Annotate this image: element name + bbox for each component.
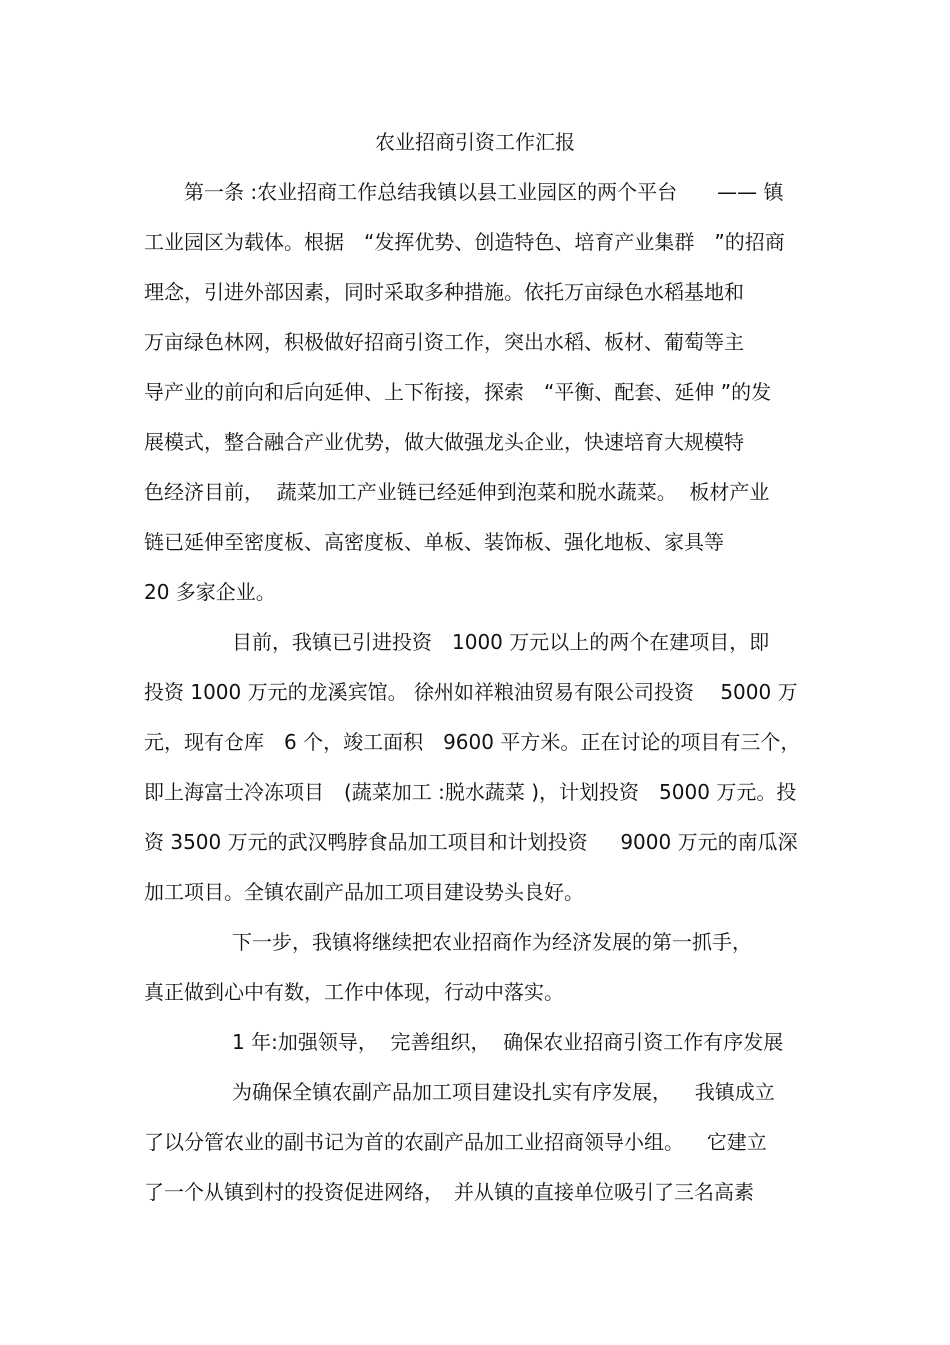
text-line: 了以分管农业的副书记为首的农副产品加工业招商领导小组。 它建立 (144, 1130, 767, 1154)
text-line: 20 多家企业。 (144, 580, 276, 604)
text-line: 资 3500 万元的武汉鸭脖食品加工项目和计划投资 9000 万元的南瓜深 (144, 830, 798, 854)
text-line: 第一条 :农业招商工作总结我镇以县工业园区的两个平台 —— 镇 (144, 180, 784, 204)
text-line: 工业园区为载体。根据 “发挥优势、创造特色、培育产业集群 ”的招商 (144, 230, 785, 254)
text-line: 加工项目。全镇农副产品加工项目建设势头良好。 (144, 880, 584, 904)
text-line: 元，现有仓库 6 个，竣工面积 9600 平方米。正在讨论的项目有三个， (144, 730, 801, 754)
text-line: 色经济目前， 蔬菜加工产业链已经延伸到泡菜和脱水蔬菜。 板材产业 (144, 480, 770, 504)
text-line: 万亩绿色林网，积极做好招商引资工作，突出水稻、板材、葡萄等主 (144, 330, 744, 354)
text-line: 链已延伸至密度板、高密度板、单板、装饰板、强化地板、家具等 (144, 530, 724, 554)
text-line: 理念，引进外部因素，同时采取多种措施。依托万亩绿色水稻基地和 (144, 280, 744, 304)
text-line: 目前，我镇已引进投资 1000 万元以上的两个在建项目，即 (232, 630, 770, 654)
document-title: 农业招商引资工作汇报 (375, 130, 575, 154)
section-heading: 1 年:加强领导， 完善组织， 确保农业招商引资工作有序发展 (232, 1030, 784, 1054)
text-line: 即上海富士冷冻项目 (蔬菜加工 :脱水蔬菜 )，计划投资 5000 万元。投 (144, 780, 797, 804)
text-line: 展模式，整合融合产业优势，做大做强龙头企业，快速培育大规模特 (144, 430, 744, 454)
text-line: 下一步，我镇将继续把农业招商作为经济发展的第一抓手， (232, 930, 752, 954)
text-line: 真正做到心中有数，工作中体现，行动中落实。 (144, 980, 564, 1004)
text-line: 为确保全镇农副产品加工项目建设扎实有序发展， 我镇成立 (232, 1080, 775, 1104)
text-line: 投资 1000 万元的龙溪宾馆。 徐州如祥粮油贸易有限公司投资 5000 万 (144, 680, 798, 704)
text-line: 导产业的前向和后向延伸、上下衔接，探索 “平衡、配套、延伸 ”的发 (144, 380, 772, 404)
text-line: 了一个从镇到村的投资促进网络， 并从镇的直接单位吸引了三名高素 (144, 1180, 754, 1204)
